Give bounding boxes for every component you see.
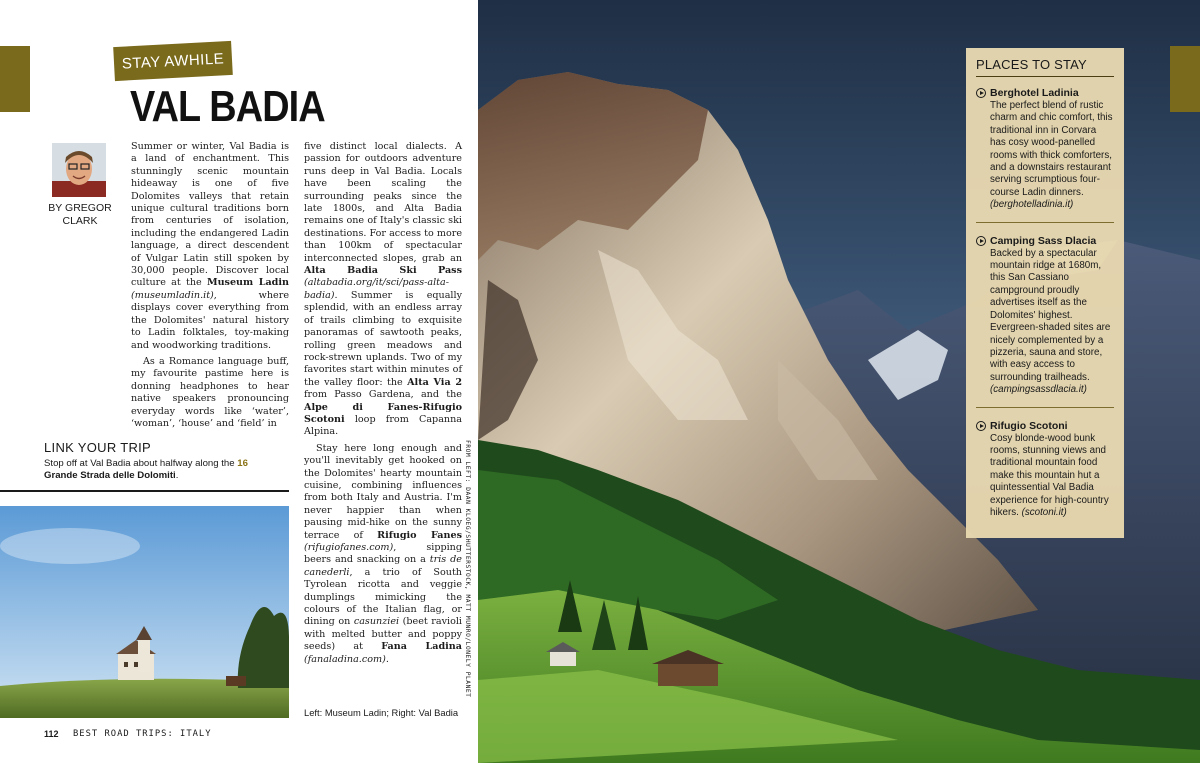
- section-rule: [0, 490, 289, 492]
- play-bullet-icon: [976, 88, 986, 98]
- route-name: Grande Strada delle Dolomiti: [44, 470, 176, 482]
- play-bullet-icon: [976, 236, 986, 246]
- italic-text: (fanaladina.com): [304, 653, 386, 665]
- stay-description-text: The perfect blend of rustic charm and chic comfort, this traditional inn in Corvara has cosy wood-panelled rooms with thick comforters, and a downstairs restaurant serving scrumptious four-course Ladin dinners.: [990, 100, 1113, 198]
- places-to-stay-box: [966, 48, 1124, 538]
- body-paragraph: [131, 356, 289, 430]
- link-your-trip-heading: LINK YOUR TRIP: [44, 440, 152, 455]
- photo-credit: FROM LEFT: DAAN KLOEG/SHUTTERSTOCK, MATT MUNRO/LONELY PLANET: [464, 440, 471, 698]
- stay-url: (scotoni.it): [1021, 506, 1067, 518]
- text-run: , where displays cover everything from the Dolomites' natural history to Ladin folktales, toy-making and woodworking traditions.: [131, 289, 289, 351]
- bold-text: Alta Via 2: [407, 376, 463, 388]
- text-run: (beet ravioli with melted butter and poppy seeds) at: [304, 616, 462, 653]
- stay-item: [976, 87, 1114, 223]
- section-tab-marker-right: [1170, 46, 1200, 112]
- bold-text: Alpe di Fanes-Rifugio Scotoni: [304, 401, 462, 425]
- stay-description: [976, 433, 1114, 520]
- author-photo: [52, 143, 106, 197]
- stay-name-text: Rifugio Scotoni: [990, 419, 1068, 432]
- stay-item: [976, 420, 1114, 530]
- stay-name: [976, 87, 1114, 99]
- italic-text: casunziei: [353, 616, 400, 628]
- italic-text: tris de canederli: [304, 554, 462, 578]
- stay-url: (berghotelladinia.it): [990, 199, 1074, 211]
- play-bullet-icon: [976, 421, 986, 431]
- stay-url: (campingsassdlacia.it): [990, 384, 1087, 396]
- stay-name-text: Camping Sass Dlacia: [990, 234, 1097, 247]
- stay-name-text: Berghotel Ladinia: [990, 87, 1079, 99]
- italic-text: (altabadia.org/it/sci/pass-alta-badia): [304, 277, 449, 301]
- body-paragraph: [304, 443, 462, 666]
- body-column-2: [304, 141, 462, 670]
- text-run: Summer or winter, Val Badia is a land of enchantment. This stunningly scenic mountain hideaway is one of five Dolomites valleys that retain unique cultural traditions born from centuries of isolation, including the endangered Ladin language, a direct descendent of Vulgar Latin still spoken by 30,000 people. Discover local culture at the: [131, 141, 289, 289]
- link-your-trip-text: [44, 458, 284, 483]
- route-number: 16: [237, 458, 248, 469]
- bold-text: Fana Ladina: [381, 641, 462, 653]
- italic-text: (museumladin.it): [131, 289, 214, 301]
- text-run: five distinct local dialects. A passion for outdoors adventure runs deep in Val Badia. Locals have been scaling the surrounding peaks since the late 1800s, and Alta Badia remains one of Italy's classic ski destinations. For access to more than 100km of spectacular interconnected slopes, grab an: [304, 141, 462, 264]
- body-paragraph: [304, 141, 462, 439]
- running-head: BEST ROAD TRIPS: ITALY: [73, 729, 212, 739]
- kicker-label: STAY AWHILE: [113, 41, 233, 81]
- body-column-1: [131, 141, 289, 434]
- museum-ladin-photo: [0, 506, 289, 718]
- bold-text: Alta Badia Ski Pass: [304, 265, 462, 277]
- stay-description: [976, 248, 1114, 397]
- link-text-end: .: [175, 470, 179, 482]
- bold-text: Rifugio Fanes: [377, 529, 463, 541]
- text-run: , a trio of South Tyrolean ricotta and veggie dumplings mimicking the colours of the Italian flag, or dining on: [304, 566, 462, 628]
- text-run: As a Romance language buff, my favourite pastime here is donning headphones to hear native speakers pronouncing everyday words like ‘water’, ‘woman’, ‘house’ and ‘field’ in: [131, 355, 289, 429]
- left-page: [0, 0, 478, 763]
- section-tab-marker: [0, 46, 30, 112]
- places-to-stay-title: PLACES TO STAY: [976, 57, 1114, 77]
- stay-description-text: Backed by a spectacular mountain ridge at 1680m, this San Cassiano campground proudly advertises itself as the Dolomites' highest. Evergreen-shaded sites are nicely complemented by a pizzeria, sauna and store, with easy access to surrounding trailheads.: [990, 247, 1111, 383]
- author-byline: BY GREGOR CLARK: [48, 202, 112, 227]
- body-paragraph: [131, 141, 289, 352]
- stay-description-text: Cosy blonde-wood bunk rooms, stunning views and traditional mountain food make this mountain hut a quintessential Val Badia experience for high-country hikers.: [990, 432, 1109, 518]
- text-run: , sipping beers and snacking on a: [304, 542, 462, 566]
- stay-description: [976, 100, 1114, 212]
- text-run: Stay here long enough and you'll inevitably get hooked on the Dolomites' hearty mountain cuisine, combining influences from both Italy and Austria. I'm never happier than when pausing mid-hike on the sunny terrace of: [304, 442, 462, 541]
- italic-text: (rifugiofanes.com): [304, 542, 394, 553]
- page-number: 112: [44, 729, 59, 739]
- link-text-intro: Stop off at Val Badia about halfway along the: [44, 458, 238, 469]
- stay-name: [976, 420, 1114, 432]
- stay-item: [976, 235, 1114, 408]
- text-run: loop from Capanna Alpina.: [304, 413, 462, 438]
- bold-text: Museum Ladin: [206, 277, 290, 289]
- text-run: from Passo Gardena, and the: [304, 389, 462, 401]
- article-title: VAL BADIA: [130, 82, 325, 131]
- photo-caption: Left: Museum Ladin; Right: Val Badia: [304, 707, 459, 718]
- text-run: .: [385, 653, 389, 665]
- stay-name: [976, 235, 1114, 247]
- text-run: . Summer is equally splendid, with an endless array of trails climbing to exquisite panoramas of sawtooth peaks, rolling green meadows and rock-strewn uplands. Two of my favorites start within minutes of the valley floor: the: [304, 289, 462, 388]
